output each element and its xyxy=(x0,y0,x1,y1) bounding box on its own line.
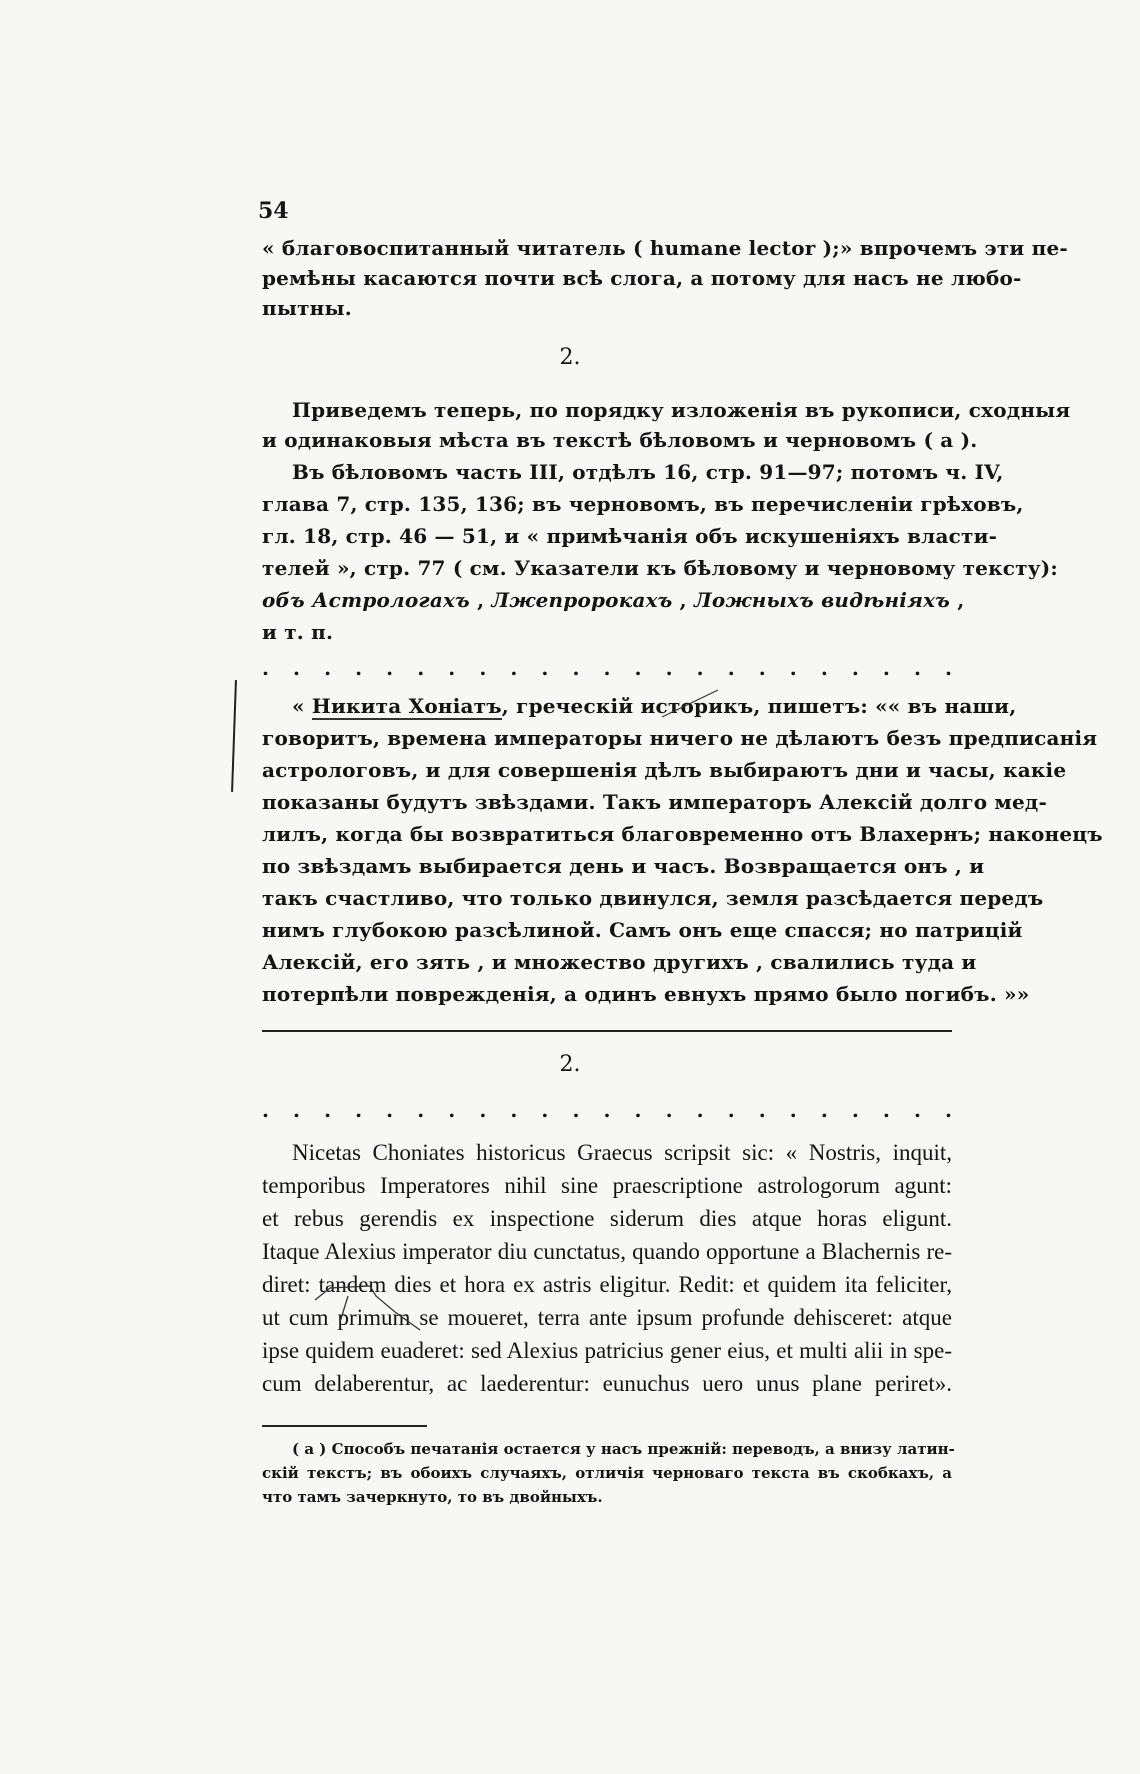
quote-line-4: показаны будутъ звѣздами. Такъ императоръ Алексій долго мед- xyxy=(262,790,1047,814)
underlined-name: Никита Хоніатъ xyxy=(311,694,502,718)
section-rule xyxy=(262,1030,952,1032)
latin-line-4: Itaque Alexius imperator diu cunctatus, quando opportune a Blachernis re- xyxy=(262,1239,952,1264)
quote-line-8: нимъ глубокою разсѣлиной. Самъ онъ еще спасся; но патрицій xyxy=(262,918,1023,942)
intro-line-3: пытны. xyxy=(262,296,352,320)
footnote-rule xyxy=(262,1425,427,1427)
latin-line-8: cum delaberentur, ac laederentur: eunuchus uero unus plane periret». xyxy=(262,1371,952,1396)
paragraph-2-italic-line: объ Астрологахъ , Лжепророкахъ , Ложныхъ видѣніяхъ , xyxy=(262,588,965,612)
paragraph-2-line-4: телей », стр. 77 ( см. Указатели къ бѣловому и черновому тексту): xyxy=(262,556,1058,580)
margin-pencil-mark xyxy=(231,680,237,792)
section-heading-1: 2. xyxy=(559,345,581,370)
intro-line-2: ремѣны касаются почти всѣ слога, а потому для насъ не любо- xyxy=(262,266,1022,290)
latin-line-6: ut cum primum se moueret, terra ante ipsum profunde dehisceret: atque xyxy=(262,1305,952,1330)
latin-line-5: diret: tandem dies et hora ex astris eligitur. Redit: et quidem ita feliciter, xyxy=(262,1272,952,1297)
latin-line-7: ipse quidem euaderet: sed Alexius patricius gener eius, et multi alii in spe- xyxy=(262,1338,952,1363)
paragraph-2-line-2: глава 7, стр. 135, 136; въ черновомъ, въ перечисленіи грѣховъ, xyxy=(262,492,1024,516)
footnote-line-2: скій текстъ; въ обоихъ случаяхъ, отличія черноваго текста въ скобкахъ, а xyxy=(262,1464,952,1482)
quote-line-9: Алексій, его зять , и множество другихъ , свалились туда и xyxy=(262,950,977,974)
quote-line-5: лилъ, когда бы возвратиться благовременно отъ Влахернъ; наконецъ xyxy=(262,822,1103,846)
ellipsis-row-2: . . . . . . . . . . . . . . . . . . . . . . . xyxy=(262,1098,952,1122)
page-number: 54 xyxy=(258,198,289,224)
quote-line-2: говоритъ, времена императоры ничего не дѣлаютъ безъ предписанія xyxy=(262,726,1098,750)
quote-line-10: потерпѣли поврежденія, а одинъ евнухъ прямо было погибъ. »» xyxy=(262,982,1030,1006)
paragraph-2-tail: и т. п. xyxy=(262,620,334,644)
ellipsis-row-1: . . . . . . . . . . . . . . . . . . . . . . . xyxy=(262,656,952,680)
paragraph-2-line-3: гл. 18, стр. 46 — 51, и « примѣчанія объ искушеніяхъ власти- xyxy=(262,524,998,548)
quote-line-1: « Никита Хоніатъ, греческій историкъ, пишетъ: «« въ наши, xyxy=(292,694,1017,718)
latin-line-3: et rebus gerendis ex inspectione siderum dies atque horas eligunt. xyxy=(262,1206,952,1231)
intro-line-1: « благовоспитанный читатель ( humane lector );» впрочемъ эти пе- xyxy=(262,236,1068,260)
italic-term-false-visions: Ложныхъ видѣніяхъ xyxy=(693,588,951,612)
quote-line-3: астрологовъ, и для совершенія дѣлъ выбираютъ дни и часы, какіе xyxy=(262,758,1067,782)
italic-term-false-prophets: Лжепророкахъ xyxy=(491,588,673,612)
footnote-line-3: что тамъ зачеркнуто, то въ двойныхъ. xyxy=(262,1488,603,1506)
italic-term-astrologers: объ Астрологахъ xyxy=(262,588,470,612)
latin-line-1: Nicetas Choniates historicus Graecus scripsit sic: « Nostris, inquit, xyxy=(292,1140,952,1165)
quote-line-7: такъ счастливо, что только двинулся, земля разсѣдается передъ xyxy=(262,886,1044,910)
footnote-line-1: ( а ) Способъ печатанія остается у насъ прежній: переводъ, а внизу латин- xyxy=(292,1440,955,1458)
paragraph-2-line-1: Въ бѣловомъ часть III, отдѣлъ 16, стр. 91—97; потомъ ч. IV, xyxy=(292,460,1004,484)
latin-line-2: temporibus Imperatores nihil sine praescriptione astrologorum agunt: xyxy=(262,1173,952,1198)
section-heading-2: 2. xyxy=(559,1052,581,1077)
quote-line-6: по звѣздамъ выбирается день и часъ. Возвращается онъ , и xyxy=(262,854,985,878)
paragraph-1-line-1: Приведемъ теперь, по порядку изложенія въ рукописи, сходныя xyxy=(292,398,1071,422)
paragraph-1-line-2: и одинаковыя мѣста въ текстѣ бѣловомъ и черновомъ ( а ). xyxy=(262,428,978,452)
